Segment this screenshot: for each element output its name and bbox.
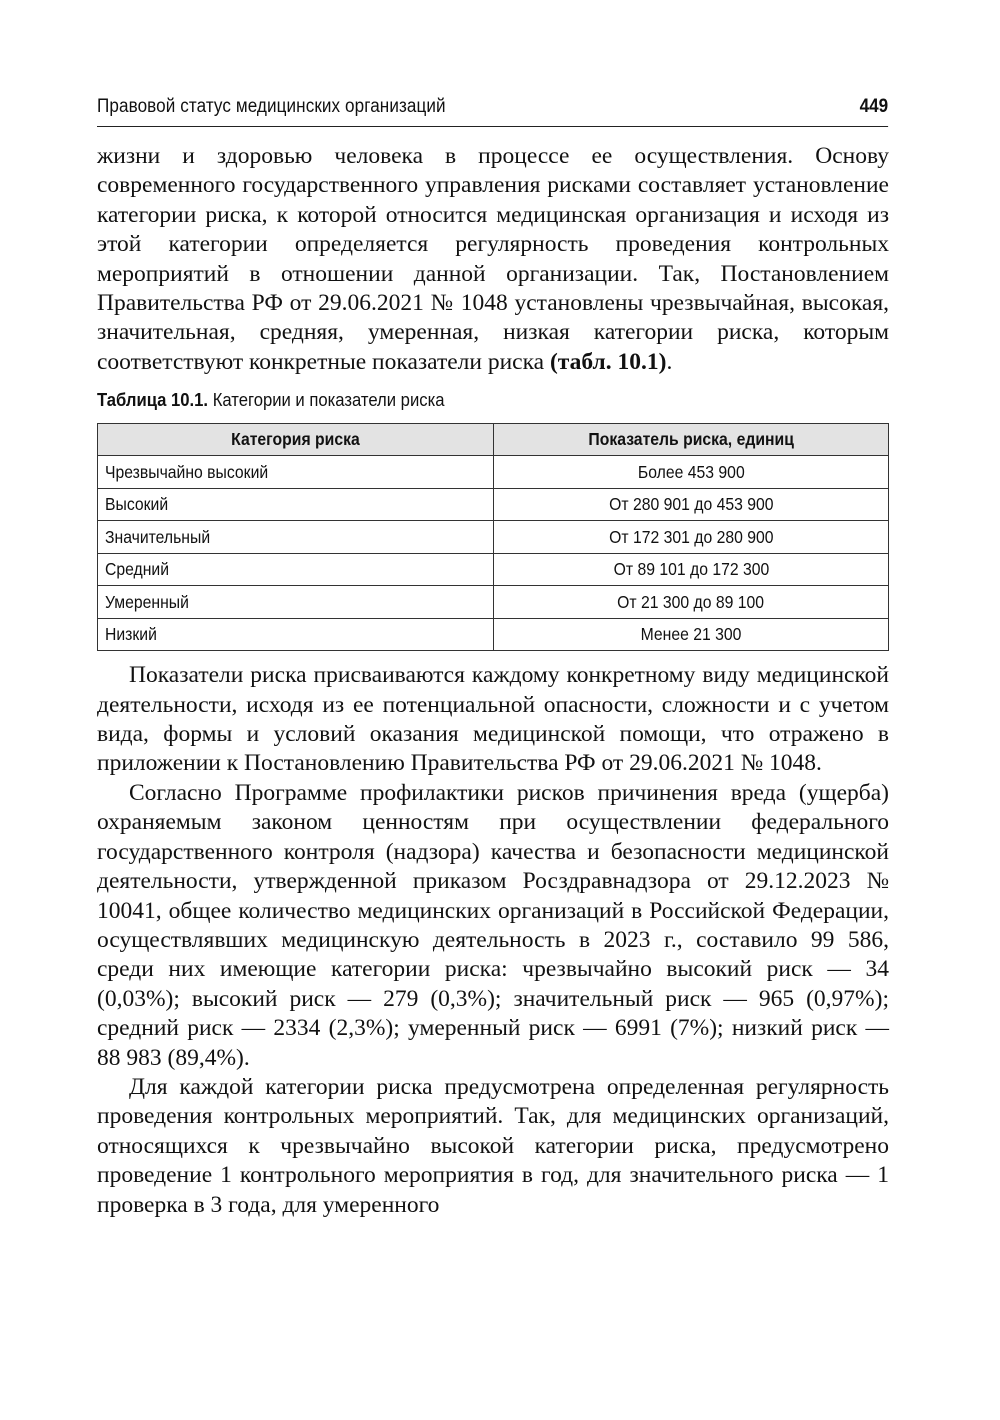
page-number: 449: [859, 96, 889, 117]
category-text: Средний: [105, 559, 170, 579]
category-text: Умеренный: [105, 591, 189, 612]
running-title: Правовой статус медицинских организаций: [97, 96, 446, 117]
category-text: Значительный: [105, 526, 211, 547]
header-value-label: Показатель риска, единиц: [588, 429, 794, 450]
category-text: Низкий: [105, 624, 157, 644]
value-text: От 89 101 до 172 300: [613, 559, 769, 579]
paragraph-1: [97, 142, 889, 377]
risk-table: [97, 423, 889, 651]
value-text: От 280 901 до 453 900: [608, 494, 774, 514]
category-cell: [98, 553, 494, 586]
table-row: [98, 456, 889, 489]
category-cell: [98, 521, 494, 554]
table-caption: [97, 389, 888, 411]
category-cell: [98, 586, 494, 619]
value-cell: [494, 456, 889, 489]
category-text: Чрезвычайно высокий: [105, 461, 269, 482]
value-cell: [494, 586, 889, 619]
value-text: Более 453 900: [637, 461, 745, 482]
category-cell: [98, 618, 494, 651]
paragraph-4: Для каждой категории риска предусмотрена определенная регулярность проведения контрольных мероприятий. Так, для медицинских организаций, относящихся к чрезвычайно высокой категории риска, предусмотрено проведение 1 контрольного мероприятия в год, для значительного риска — 1 проверка в 3 года, для умеренного: [97, 1073, 889, 1218]
value-cell: [494, 618, 889, 651]
category-cell: [98, 456, 494, 489]
header-cell-value: [494, 424, 889, 456]
value-text: От 21 300 до 89 100: [617, 591, 765, 612]
value-cell: [494, 488, 889, 521]
value-text: От 172 301 до 280 900: [608, 526, 774, 547]
book-page: [97, 96, 889, 1220]
table-reference: (табл. 10.1): [549, 348, 667, 375]
running-header: [97, 96, 888, 127]
table-row: [98, 586, 889, 619]
value-cell: [494, 521, 889, 554]
table-row: [98, 618, 889, 651]
table-row: [98, 521, 889, 554]
table-caption-label: Таблица 10.1.: [97, 389, 209, 411]
table-header-row: [98, 424, 889, 456]
header-cell-category: [98, 424, 494, 456]
category-cell: [98, 488, 494, 521]
paragraph-1-end: .: [666, 348, 673, 375]
table-caption-text: Категории и показатели риска: [208, 389, 445, 411]
header-category-label: Категория риска: [231, 429, 360, 450]
table-row: [98, 553, 889, 586]
value-text: Менее 21 300: [640, 624, 742, 644]
paragraph-2: Показатели риска присваиваются каждому конкретному виду медицинской деятельности, исходя из ее потенциальной опасности, сложности и с учетом вида, формы и условий оказания медицинской помощи, что отражено в приложении к Постановлению Правительства РФ от 29.06.2021 № 1048.: [97, 662, 889, 777]
table-row: [98, 488, 889, 521]
value-cell: [494, 553, 889, 586]
paragraph-3: Согласно Программе профилактики рисков причинения вреда (ущерба) охраняемым законом ценностям при осуществлении федерального государственного контроля (надзора) качества и безопасности медицинской деятельности, утвержденной приказом Росздравнадзора от 29.12.2023 № 10041, общее количество медицинских организаций в Российской Федерации, осуществлявших медицинскую деятельность в 2023 г., составило 99 586, среди них имеющие категории риска: чрезвычайно высокий риск — 34 (0,03%); высокий риск — 279 (0,3%); значительный риск — 965 (0,97%); средний риск — 2334 (2,3%); умеренный риск — 6991 (7%); низкий риск — 88 983 (89,4%).: [97, 779, 889, 1071]
paragraph-1-text: жизни и здоровью человека в процессе ее осуществления. Основу современного государственного управления рисками составляет установление категории риска, к которой относится медицинская организация и исходя из этой категории определяется регулярность проведения контрольных мероприятий в отношении данной организации. Так, Постановлением Правительства РФ от 29.06.2021 № 1048 установлены чрезвычайная, высокая, значительная, средняя, умеренная, низкая категории риска, которым соответствуют конкретные показатели риска: [97, 143, 889, 375]
category-text: Высокий: [105, 494, 169, 514]
